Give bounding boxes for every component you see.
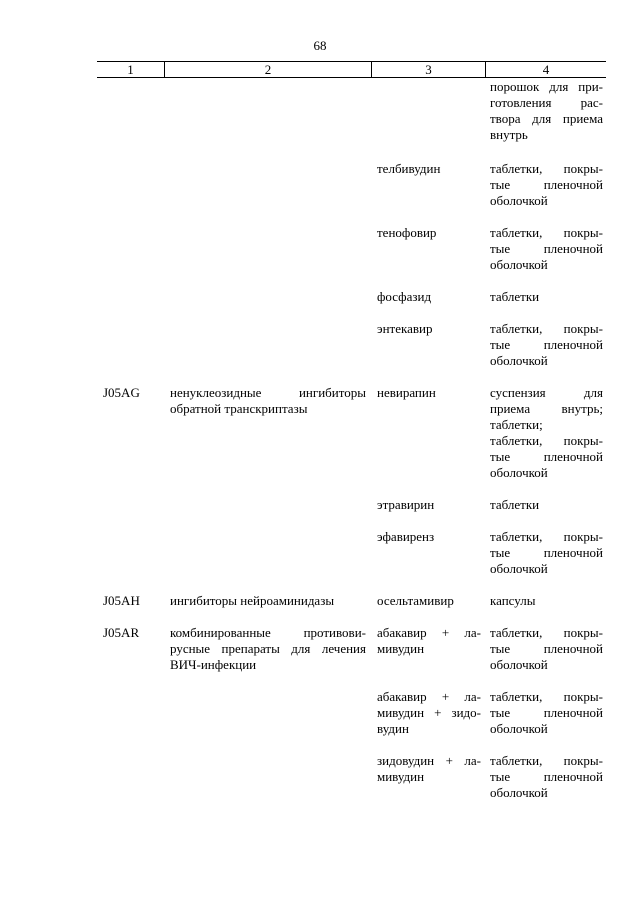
drug-name-line: тенофовир [377,225,437,240]
drug-name-line: фосфазид [377,289,432,304]
drug-name [377,689,481,737]
column-header-3: 3 [371,62,485,77]
dosage-form-line: оболочкой [490,193,548,208]
dosage-form-line: таблетки, покры- [490,529,603,544]
dosage-form-line: таблетки, покры- [490,321,603,336]
dosage-form [490,289,603,305]
dosage-form-line: таблетки, покры- [490,225,603,240]
drug-name-line: вудин [377,721,409,736]
dosage-form-line: капсулы [490,593,536,608]
dosage-form-line: тые пленочной [490,449,603,464]
group-name [170,385,366,417]
group-name [170,593,366,609]
column-header-2: 2 [164,62,371,77]
page-number: 68 [313,38,327,53]
dosage-form [490,161,603,209]
drug-name-line: энтекавир [377,321,433,336]
dosage-form [490,321,603,369]
drug-name [377,161,481,177]
dosage-form-line: оболочкой [490,257,548,272]
dosage-form-line: твора для приема [490,111,603,126]
atc-code: J05AG [103,385,140,400]
dosage-form-line: порошок для при- [490,79,603,94]
dosage-form-line: оболочкой [490,561,548,576]
dosage-form-line: тые пленочной [490,641,603,656]
dosage-form-line: внутрь [490,127,528,142]
dosage-form-line: приема внутрь; [490,401,603,416]
drug-name-line: осельтамивир [377,593,454,608]
dosage-form [490,593,603,609]
dosage-form-line: тые пленочной [490,241,603,256]
dosage-form-line: оболочкой [490,657,548,672]
dosage-form-line: тые пленочной [490,769,603,784]
dosage-form [490,79,603,143]
drug-name-line: мивудин + зидо- [377,705,481,720]
dosage-form-line: таблетки, покры- [490,433,603,448]
dosage-form [490,689,603,737]
dosage-form [490,529,603,577]
atc-code: J05AH [103,593,140,608]
dosage-form-line: таблетки, покры- [490,689,603,704]
drug-name-line: этравирин [377,497,435,512]
dosage-form [490,753,603,801]
drug-name [377,289,481,305]
dosage-form-line: готовления рас- [490,95,603,110]
dosage-form-line: таблетки [490,497,540,512]
dosage-form-line: таблетки [490,289,540,304]
dosage-form-line: таблетки, покры- [490,161,603,176]
dosage-form-line: тые пленочной [490,177,603,192]
drug-name [377,225,481,241]
group-name-line: ингибиторы нейроаминидазы [170,593,335,608]
dosage-form-line: суспензия для [490,385,603,400]
drug-name [377,385,481,401]
table-header [97,61,606,78]
drug-name-line: мивудин [377,769,425,784]
dosage-form-line: таблетки, покры- [490,625,603,640]
drug-name-line: зидовудин + ла- [377,753,481,768]
group-name-line: обратной транскриптазы [170,401,308,416]
drug-name-line: эфавиренз [377,529,435,544]
drug-name [377,625,481,657]
group-name-line: русные препараты для лечения [170,641,366,656]
dosage-form-line: таблетки; [490,417,543,432]
drug-name [377,593,481,609]
dosage-form-line: оболочкой [490,353,548,368]
group-name-line: ВИЧ-инфекции [170,657,257,672]
dosage-form-line: оболочкой [490,465,548,480]
drug-name [377,497,481,513]
dosage-form [490,497,603,513]
dosage-form [490,385,603,481]
group-name-line: ненуклеозидные ингибиторы [170,385,366,400]
dosage-form-line: тые пленочной [490,705,603,720]
dosage-form-line: тые пленочной [490,545,603,560]
group-name [170,625,366,673]
column-header-1: 1 [127,62,134,77]
drug-name-line: телбивудин [377,161,441,176]
drug-name [377,529,481,545]
drug-name-line: абакавир + ла- [377,689,481,704]
dosage-form-line: оболочкой [490,785,548,800]
column-header-4: 4 [485,62,606,77]
drug-name-line: невирапин [377,385,436,400]
dosage-form-line: тые пленочной [490,337,603,352]
dosage-form-line: оболочкой [490,721,548,736]
dosage-form [490,625,603,673]
atc-code: J05AR [103,625,140,640]
drug-name [377,321,481,337]
drug-name [377,753,481,785]
drug-name-line: мивудин [377,641,425,656]
dosage-form-line: таблетки, покры- [490,753,603,768]
dosage-form [490,225,603,273]
drug-name-line: абакавир + ла- [377,625,481,640]
group-name-line: комбинированные противови- [170,625,366,640]
